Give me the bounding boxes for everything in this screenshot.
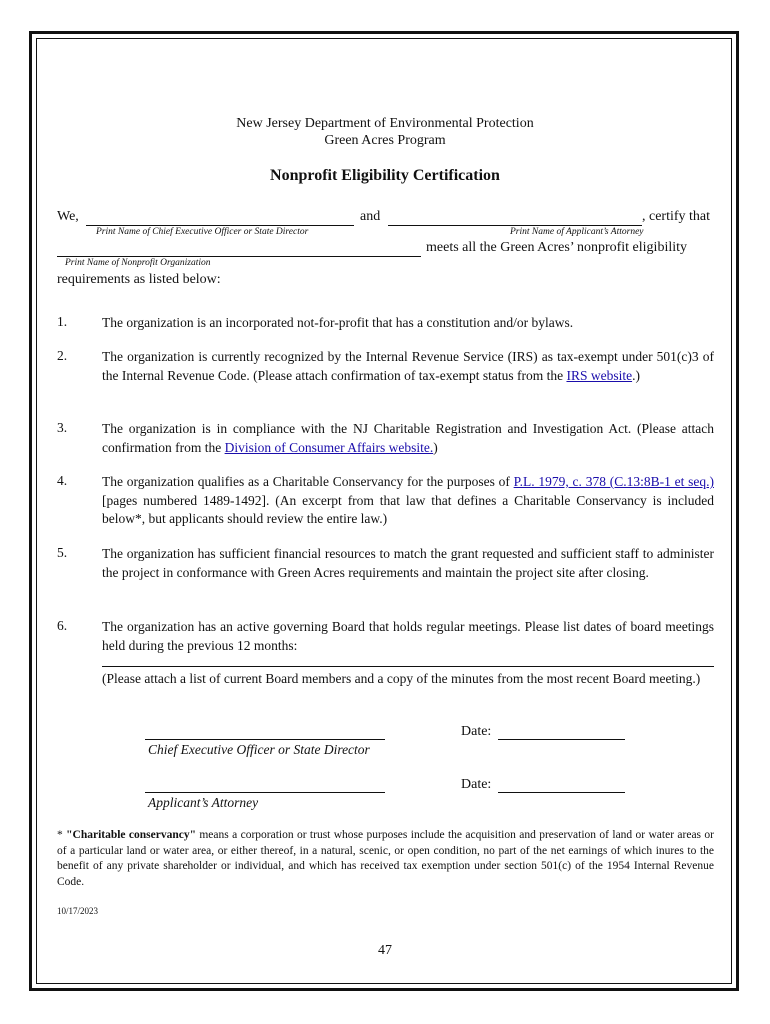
item-1-number: 1. bbox=[57, 314, 68, 329]
certify-that-label: , certify that bbox=[642, 209, 711, 224]
item-4-text-before: The organization qualifies as a Charitable Conservancy for the purposes of bbox=[102, 474, 514, 489]
meets-label: meets all the Green Acres’ nonprofit eligibility bbox=[426, 240, 687, 255]
item-3-text-after: ) bbox=[433, 439, 438, 455]
organization-name-caption: Print Name of Nonprofit Organization bbox=[65, 258, 211, 268]
page-number: 47 bbox=[378, 943, 392, 958]
attorney-name-field[interactable] bbox=[388, 225, 642, 226]
requirements-label: requirements as listed below: bbox=[57, 272, 221, 287]
item-6-number: 6. bbox=[57, 618, 68, 633]
ceo-name-caption: Print Name of Chief Executive Officer or State Director bbox=[96, 227, 309, 237]
item-4-text-after: [pages numbered 1489-1492]. (An excerpt from that law that defines a Charitable Conservancy is included below*, but applicants should review the entire law.) bbox=[102, 492, 714, 526]
item-2-number: 2. bbox=[57, 348, 68, 363]
item-2-text-after: .) bbox=[632, 367, 640, 383]
item-5-text: The organization has sufficient financial resources to match the grant requested and sufficient staff to administer the project in conformance with Green Acres requirements and maintain the project site after closing. bbox=[102, 546, 714, 580]
footnote-star: * bbox=[57, 829, 67, 841]
footnote-text: means a corporation or trust whose purposes include the acquisition and preservation of land or water areas or of a particular land or water area, or either thereof, in a natural, scenic, or open condition, no part of the net earnings of which inures to the benefit of any private shareholder or individual, and which has received tax exemption under section 501(c) of the 1954 Internal Revenue Code. bbox=[57, 829, 714, 888]
attorney-name-caption: Print Name of Applicant’s Attorney bbox=[510, 227, 644, 237]
irs-website-link[interactable]: IRS website bbox=[566, 367, 633, 383]
and-label: and bbox=[360, 209, 381, 224]
footnote-term: "Charitable conservancy" bbox=[66, 829, 196, 841]
attorney-signature-label: Applicant’s Attorney bbox=[148, 795, 259, 810]
organization-name-field[interactable] bbox=[57, 256, 421, 257]
item-6-text: The organization has an active governing Board that holds regular meetings. Please list dates of board meetings held during the previous 12 months: bbox=[102, 619, 714, 653]
item-3-text-before: The organization is in compliance with the NJ Charitable Registration and Investigation Act. (Please attach confirmation from the bbox=[102, 421, 714, 455]
charitable-conservancy-footnote bbox=[57, 828, 714, 890]
item-3-text bbox=[102, 420, 714, 457]
ceo-signature-line[interactable] bbox=[145, 739, 385, 740]
item-2-text-before: The organization is currently recognized by the Internal Revenue Service (IRS) as tax-exempt under 501(c)3 of the Internal Revenue Code. (Please attach confirmation of tax-exempt status from the bbox=[102, 349, 714, 383]
attorney-date-label: Date: bbox=[461, 777, 492, 792]
revision-date: 10/17/2023 bbox=[57, 906, 99, 916]
we-label: We, bbox=[57, 209, 79, 224]
law-citation-link[interactable]: P.L. 1979, c. 378 (C.13:8B-1 et seq.) bbox=[513, 474, 714, 489]
ceo-signature-label: Chief Executive Officer or State Director bbox=[148, 742, 370, 757]
ceo-date-label: Date: bbox=[461, 724, 492, 739]
ceo-name-field[interactable] bbox=[86, 225, 354, 226]
item-5-number: 5. bbox=[57, 545, 68, 560]
item-4-text bbox=[102, 473, 714, 529]
attorney-date-field[interactable] bbox=[498, 792, 625, 793]
consumer-affairs-link[interactable]: Division of Consumer Affairs website. bbox=[224, 439, 434, 455]
department-name: New Jersey Department of Environmental Protection bbox=[236, 116, 534, 131]
page-title: Nonprofit Eligibility Certification bbox=[270, 167, 500, 184]
program-name: Green Acres Program bbox=[324, 133, 446, 148]
item-6-attach-note: (Please attach a list of current Board members and a copy of the minutes from the most recent Board meeting.) bbox=[102, 671, 701, 686]
board-meetings-field[interactable] bbox=[102, 666, 714, 667]
item-4-number: 4. bbox=[57, 473, 68, 488]
item-3-number: 3. bbox=[57, 420, 68, 435]
item-1-text: The organization is an incorporated not-for-profit that has a constitution and/or bylaws. bbox=[102, 315, 574, 330]
item-2-text bbox=[102, 348, 714, 385]
ceo-date-field[interactable] bbox=[498, 739, 625, 740]
attorney-signature-line[interactable] bbox=[145, 792, 385, 793]
